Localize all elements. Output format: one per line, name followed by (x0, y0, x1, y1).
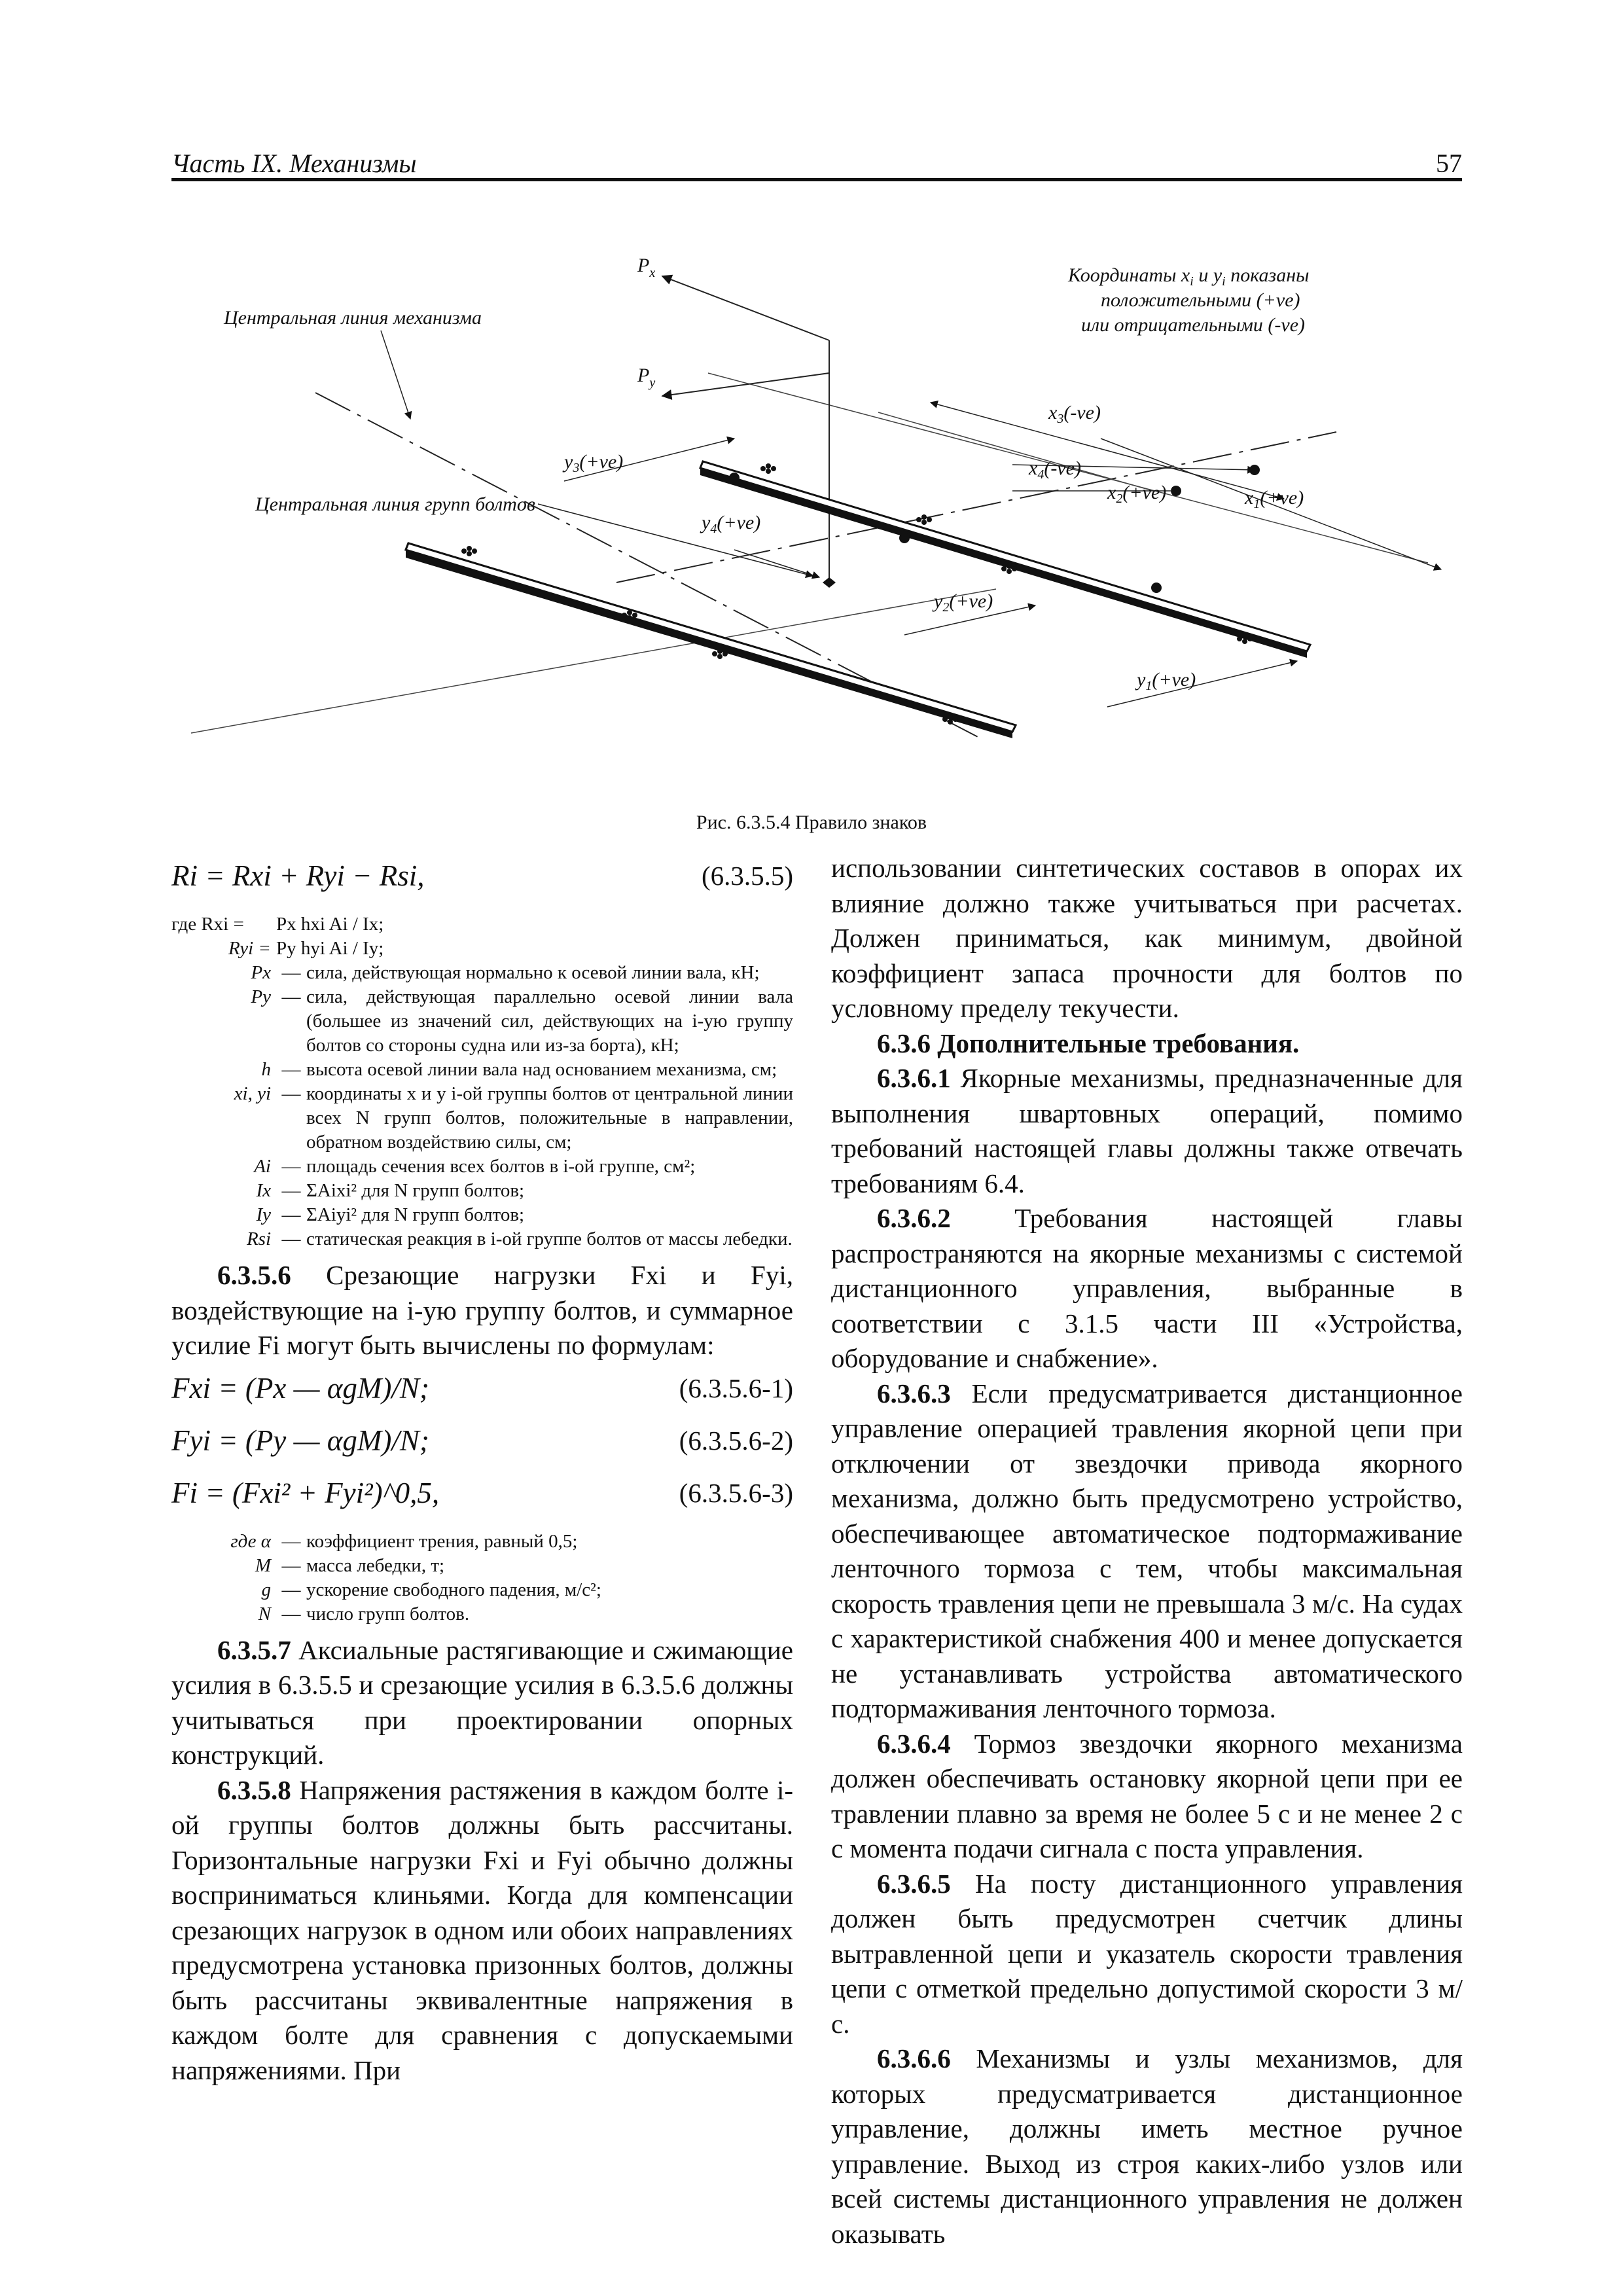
bolt-centerline-pointer (538, 504, 813, 576)
paragraph-6358 (171, 1773, 793, 2089)
coords-note-line-1: Координаты $x_i$ и $y_i$ показаны (1068, 264, 1310, 289)
x1-label: $x_1(+ve)$ (1245, 487, 1304, 511)
definition-text: число групп болтов. (306, 1603, 470, 1624)
section-number: 6.3.6.5 (877, 1868, 951, 1899)
formula-number: (6.3.5.5) (701, 861, 793, 891)
formula-expression: Fxi = (Px — αgM)/N; (171, 1371, 429, 1405)
paragraph-6364 (831, 1727, 1463, 1867)
definition-symbol: xi, yi (234, 1083, 271, 1104)
y1-label: $y_1(+ve)$ (1137, 669, 1196, 693)
paragraph-text: Если предусматривается дистанционное управление операцией травления якорной цепи при отключении от звездочки привода якорного механизма, должно быть предусмотрено устройство, обеспечивающее автоматическое подтормаживание ленточного тормоза с тем, чтобы максимальная скорость травления цепи не превышала 3 м/с. На судах с характеристикой снабжения 400 и менее допускается не устанавливать устройства автоматического подтормаживания ленточного тормоза. (831, 1378, 1463, 1723)
definition-text: сила, действующая параллельно осевой линии вала (большее из значений сил, действующих на i-ую группу болтов со стороны судна или из-за борта), кН; (306, 986, 793, 1056)
paragraph-text: Напряжения растяжения в каждом болте i-ой группы болтов должны быть рассчитаны. Горизонтальные нагрузки Fxi и Fyi обычно должны восприниматься клиньями. Когда для компенсации срезающих нагрузок в одном или обоих направлениях предусмотрена установка призонных болтов, должны быть рассчитаны эквивалентные напряжения в каждом болте для сравнения с допускаемыми напряжениями. При (171, 1774, 793, 2085)
figure-caption: Рис. 6.3.5.4 Правило знаков (696, 812, 927, 833)
y1-dimension (1107, 661, 1297, 707)
formula-number: (6.3.5.6-1) (679, 1372, 793, 1403)
formula-expression: Fyi = (Py — αgM)/N; (171, 1424, 429, 1457)
py-label: $P_y$ (637, 365, 656, 390)
coords-note-line-3: или отрицательными (-ve) (1081, 314, 1306, 336)
paragraph-text: Тормоз звездочки якорного механизма должен обеспечивать остановку якорной цепи при ее травлении плавно за время не более 5 с и не менее 2 с с момента подачи сигнала с поста управления. (831, 1728, 1463, 1863)
mech-centerline-pointer (381, 331, 410, 419)
definition-row: xi, yi — координаты x и y i-ой группы болтов от центральной линии всех N групп болтов, положительные в направлении, обратном воздействию силы, см; (171, 1082, 793, 1155)
definition-text: масса лебедки, т; (306, 1554, 445, 1576)
definition-symbol: Iy (256, 1204, 271, 1225)
section-number: 6.3.5.7 (217, 1634, 291, 1665)
paragraph-continuation: использовании синтетических составов в опорах их влияние должно также учитываться при расчетах. Должен приниматься, как минимум, двойной коэффициент запаса прочности для болтов по условному пределу текучести. (831, 853, 1463, 1023)
paragraph-6361 (831, 1061, 1463, 1201)
formula-number: (6.3.5.6-2) (679, 1425, 793, 1456)
definitions-list-1 (171, 912, 793, 1251)
definition-text: площадь сечения всех болтов в i-ой группе, см²; (306, 1156, 696, 1177)
paragraph-6356 (171, 1258, 793, 1363)
y3-label: $y_3(+ve)$ (564, 451, 624, 475)
definition-symbol: Ai (254, 1156, 271, 1177)
definition-row: M — масса лебедки, т; (171, 1554, 793, 1578)
definition-row: Px — сила, действующая нормально к осевой линии вала, кН; (171, 961, 793, 985)
definition-text: коэффициент трения, равный 0,5; (306, 1530, 578, 1552)
definition-text: высота осевой линии вала над основанием механизма, см; (306, 1059, 777, 1080)
left-column (171, 851, 793, 2088)
paragraph-6363 (831, 1376, 1463, 1727)
definition-row: Py — сила, действующая параллельно осевой линии вала (большее из значений сил, действующих на i-ую группу болтов со стороны судна или из-за борта), кН; (171, 985, 793, 1058)
definition-text: статическая реакция в i-ой группе болтов от массы лебедки. (306, 1229, 793, 1249)
coords-note-line-2: положительными (+ve) (1101, 289, 1300, 311)
page-header (171, 145, 1462, 179)
section-number: 6.3.5.8 (217, 1774, 291, 1805)
formula-6355 (171, 851, 793, 903)
definition-text: Py hyi Ai / Iy; (276, 938, 384, 959)
section-number: 6.3.6.2 (877, 1203, 951, 1233)
x3-label: $x_3(-ve)$ (1048, 402, 1101, 426)
formula-expression: Ri = Rxi + Ryi − Rsi, (171, 859, 425, 892)
py-arrow (662, 373, 829, 396)
definition-symbol: Py (251, 986, 271, 1007)
formula-number: (6.3.5.6-3) (679, 1477, 793, 1508)
definition-symbol: N (258, 1603, 271, 1624)
bolt-plate-lower-top (406, 543, 1016, 732)
paragraph-text: Срезающие нагрузки Fxi и Fyi, воздействующие на i-ую группу болтов, и суммарное усилие Fi могут быть вычислены по формулам: (171, 1260, 793, 1360)
section-heading-text: 6.3.6 Дополнительные требования. (877, 1028, 1300, 1058)
definition-row: где α — коэффициент трения, равный 0,5; (171, 1530, 793, 1554)
header-rule (171, 178, 1462, 181)
x4-label: $x_4(-ve)$ (1029, 457, 1081, 482)
y4-label: $y_4(+ve)$ (702, 512, 761, 536)
paragraph-6365 (831, 1867, 1463, 2042)
definition-row: N — число групп болтов. (171, 1602, 793, 1626)
y4-dimension (734, 550, 819, 577)
bolt-plate-upper-top (700, 461, 1310, 651)
page-number: 57 (1436, 149, 1462, 178)
figure-drawing (171, 242, 1462, 805)
definition-text: Px hxi Ai / Ix; (276, 914, 384, 935)
section-number: 6.3.6.1 (877, 1063, 951, 1093)
section-number: 6.3.6.6 (877, 2043, 951, 2073)
px-arrow (662, 276, 829, 340)
formula-6356-2 (171, 1416, 793, 1468)
formula-expression: Fi = (Fxi² + Fyi²)^0,5, (171, 1476, 440, 1509)
paragraph-text: Требования настоящей главы распространяются на якорные механизмы с системой дистанционного управления, выбранные в соответствии с 3.1.5 части III «Устройства, оборудование и снабжение». (831, 1203, 1463, 1373)
header-title: Часть IX. Механизмы (171, 149, 417, 178)
definition-symbol: h (261, 1059, 271, 1080)
section-number: 6.3.6.3 (877, 1378, 951, 1408)
definition-row: Iy — ΣAiyi² для N групп болтов; (171, 1203, 793, 1227)
definition-symbol: где Rxi = (171, 914, 244, 935)
definition-row: Ai — площадь сечения всех болтов в i-ой группе, см²; (171, 1155, 793, 1179)
section-heading-636 (831, 1026, 1463, 1062)
formula-6356-1 (171, 1363, 793, 1416)
x2-label: $x_2(+ve)$ (1107, 482, 1167, 506)
definition-symbol: Ix (256, 1180, 271, 1201)
paragraph-6357 (171, 1633, 793, 1773)
definition-row: h — высота осевой линии вала над основанием механизма, см; (171, 1058, 793, 1082)
definition-row: Ix — ΣAixi² для N групп болтов; (171, 1179, 793, 1203)
definition-symbol: Rsi (246, 1229, 271, 1249)
definition-row (171, 912, 793, 937)
definition-row: Rsi — статическая реакция в i-ой группе болтов от массы лебедки. (171, 1227, 793, 1251)
paragraph-text: На посту дистанционного управления должен быть предусмотрен счетчик длины вытравленной цепи и указатель скорости травления цепи с отметкой предельно допустимой скорости 3 м/с. (831, 1868, 1463, 2039)
definition-text: ΣAiyi² для N групп болтов; (306, 1204, 525, 1225)
definitions-list-2 (171, 1530, 793, 1626)
bolt-centerline-label: Центральная линия групп болтов (255, 493, 535, 515)
section-number: 6.3.5.6 (217, 1260, 291, 1290)
definition-symbol: где α (230, 1530, 271, 1552)
definition-symbol: Px (251, 962, 271, 983)
definition-text: сила, действующая нормально к осевой линии вала, кН; (306, 962, 760, 983)
right-column (831, 851, 1463, 2251)
paragraph-text: Механизмы и узлы механизмов, для которых предусматривается дистанционное управление, должны иметь местное ручное управление. Выход из строя каких-либо узлов или всей системы дистанционного управления не должен оказывать (831, 2043, 1463, 2249)
definition-symbol: M (255, 1554, 271, 1576)
definition-row (171, 937, 793, 961)
paragraph-text: Якорные механизмы, предназначенные для выполнения швартовных операций, помимо требований настоящей главы должны также отвечать требованиям 6.4. (831, 1063, 1463, 1198)
paragraph-6362 (831, 1201, 1463, 1376)
bolt-centerline-line (616, 432, 1336, 583)
definition-text: ΣAixi² для N групп болтов; (306, 1180, 525, 1201)
definition-symbol: g (261, 1579, 271, 1600)
definition-text: ускорение свободного падения, м/с²; (306, 1579, 601, 1600)
paragraph-6366 (831, 2041, 1463, 2251)
definition-text: координаты x и y i-ой группы болтов от центральной линии всех N групп болтов, положительные в направлении, обратном воздействию силы, см; (306, 1083, 793, 1153)
mech-centerline-label: Центральная линия механизма (224, 307, 482, 329)
px-label: $P_x$ (637, 255, 656, 280)
definition-symbol: Ryi = (228, 938, 271, 959)
definition-row: g — ускорение свободного падения, м/с²; (171, 1578, 793, 1602)
formula-6356-3 (171, 1468, 793, 1520)
paragraph-text: Аксиальные растягивающие и сжимающие усилия в 6.3.5.5 и срезающие усилия в 6.3.5.6 должны учитываться при проектировании опорных конструкций. (171, 1634, 793, 1770)
y2-label: $y_2(+ve)$ (934, 590, 993, 615)
section-number: 6.3.6.4 (877, 1728, 951, 1759)
sign-convention-figure (171, 242, 1462, 805)
